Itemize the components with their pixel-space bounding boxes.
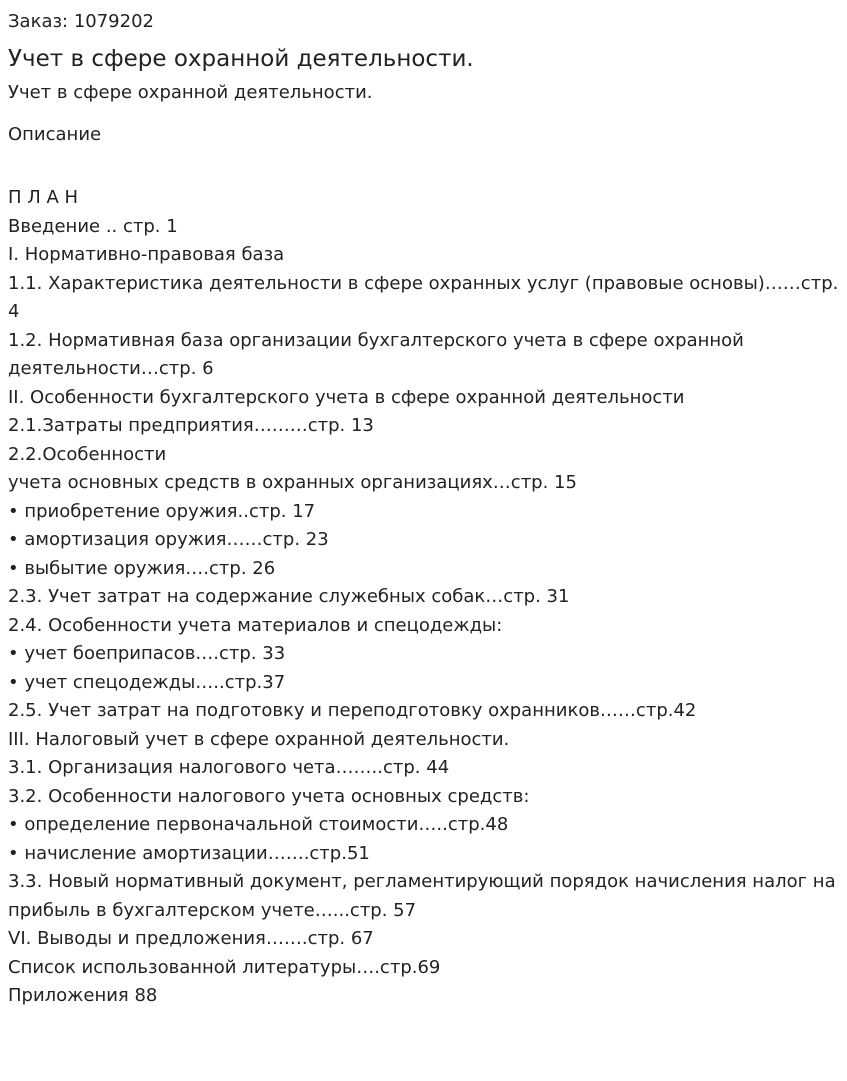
plan-line: Список использованной литературы….стр.69 — [8, 956, 441, 978]
plan-line: 3.3. Новый нормативный документ, регламентирующий порядок начисления налог на прибыль в бухгалтерском учете…...стр. 57 — [8, 871, 836, 921]
plan-heading: П Л А Н — [8, 187, 79, 208]
description-heading: Описание — [8, 124, 102, 145]
plan-line: учета основных средств в охранных организациях…стр. 15 — [8, 472, 577, 493]
plan-line: • учет спецодежды…..стр.37 — [8, 671, 286, 693]
plan-line: 1.1. Характеристика деятельности в сфере охранных услуг (правовые основы)……стр. 4 — [8, 272, 839, 322]
page-title: Учет в сфере охранной деятельности. — [8, 46, 474, 72]
plan-line: 2.2.Особенности — [8, 443, 167, 465]
plan-line: • учет боеприпасов….стр. 33 — [8, 643, 286, 664]
page-subtitle: Учет в сфере охранной деятельности. — [8, 82, 373, 103]
plan-line: VI. Выводы и предложения…….стр. 67 — [8, 928, 374, 949]
plan-line: 2.1.Затраты предприятия………стр. 13 — [8, 415, 374, 436]
plan-line: 3.2. Особенности налогового учета основных средств: — [8, 785, 530, 807]
plan-line: Введение .. стр. 1 — [8, 215, 178, 237]
plan-line: II. Особенности бухгалтерского учета в сфере охранной деятельности — [8, 386, 685, 408]
plan-line: III. Налоговый учет в сфере охранной деятельности. — [8, 728, 510, 750]
plan-line: • выбытие оружия….стр. 26 — [8, 557, 276, 579]
plan-line: 3.1. Организация налогового чета……..стр. 44 — [8, 757, 450, 778]
plan-line: I. Нормативно-правовая база — [8, 244, 285, 265]
plan-line: • начисление амортизации…….стр.51 — [8, 842, 370, 864]
plan-line: Приложения 88 — [8, 985, 158, 1006]
plan-line: 2.5. Учет затрат на подготовку и переподготовку охранников……стр.42 — [8, 700, 697, 721]
plan-line: 2.3. Учет затрат на содержание служебных собак…стр. 31 — [8, 586, 570, 607]
plan-line: • амортизация оружия……стр. 23 — [8, 529, 329, 550]
plan-line: • приобретение оружия..стр. 17 — [8, 500, 316, 522]
plan-line: • определение первоначальной стоимости…..стр.48 — [8, 814, 509, 835]
plan-line: 1.2. Нормативная база организации бухгалтерского учета в сфере охранной деятельности…стр. 6 — [8, 329, 744, 379]
order-number: Заказ: 1079202 — [8, 11, 154, 32]
plan-line: 2.4. Особенности учета материалов и спецодежды: — [8, 614, 503, 636]
plan-section — [8, 184, 839, 1011]
